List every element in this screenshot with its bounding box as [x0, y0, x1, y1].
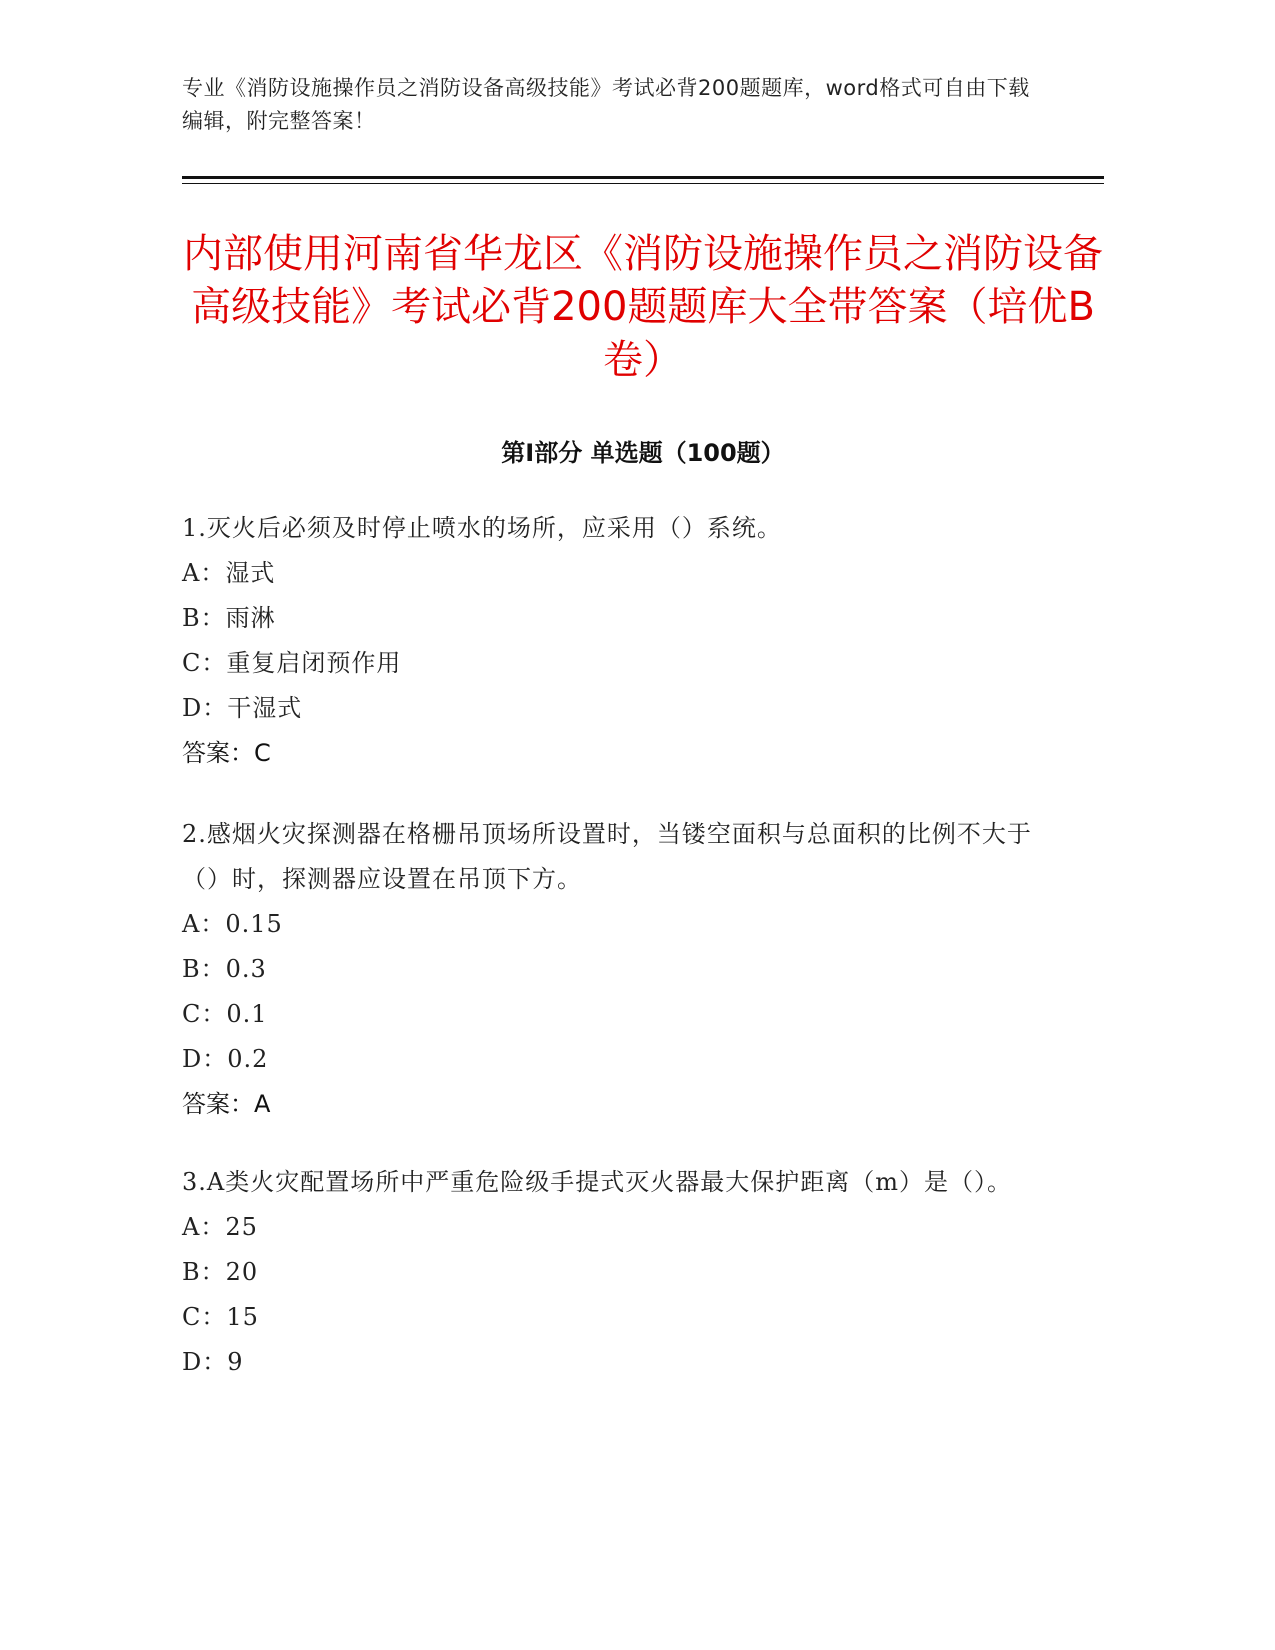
question-stem: 3.A类火灾配置场所中严重危险级手提式灭火器最大保护距离（m）是（）。 — [182, 1168, 1012, 1196]
option-a: A：25 — [182, 1213, 258, 1241]
option-a: A：湿式 — [182, 559, 276, 587]
question-2 — [182, 812, 1062, 1127]
option-b: B：20 — [182, 1258, 259, 1286]
option-b: B：雨淋 — [182, 604, 276, 632]
option-c: C：0.1 — [182, 1000, 268, 1028]
option-c: C：重复启闭预作用 — [182, 649, 402, 677]
question-3 — [182, 1160, 1062, 1385]
header-divider-thick — [182, 176, 1104, 179]
answer: 答案：C — [182, 739, 271, 767]
option-d: D：0.2 — [182, 1045, 269, 1073]
header-note: 专业《消防设施操作员之消防设备高级技能》考试必背200题题库，word格式可自由下载编辑，附完整答案！ — [182, 76, 1030, 133]
section-heading: 第I部分 单选题（100题） — [501, 439, 785, 467]
question-stem: 1.灭火后必须及时停止喷水的场所，应采用（）系统。 — [182, 514, 782, 542]
option-b: B：0.3 — [182, 955, 267, 983]
option-d: D：9 — [182, 1348, 244, 1376]
question-1 — [182, 506, 1062, 776]
option-d: D：干湿式 — [182, 694, 303, 722]
option-a: A：0.15 — [182, 910, 283, 938]
header-divider-thin — [182, 183, 1104, 184]
answer: 答案：A — [182, 1090, 271, 1118]
option-c: C：15 — [182, 1303, 259, 1331]
question-stem: 2.感烟火灾探测器在格栅吊顶场所设置时，当镂空面积与总面积的比例不大于（）时，探测器应设置在吊顶下方。 — [182, 820, 1032, 893]
document-title: 内部使用河南省华龙区《消防设施操作员之消防设备高级技能》考试必背200题题库大全带答案（培优B卷） — [183, 231, 1103, 383]
